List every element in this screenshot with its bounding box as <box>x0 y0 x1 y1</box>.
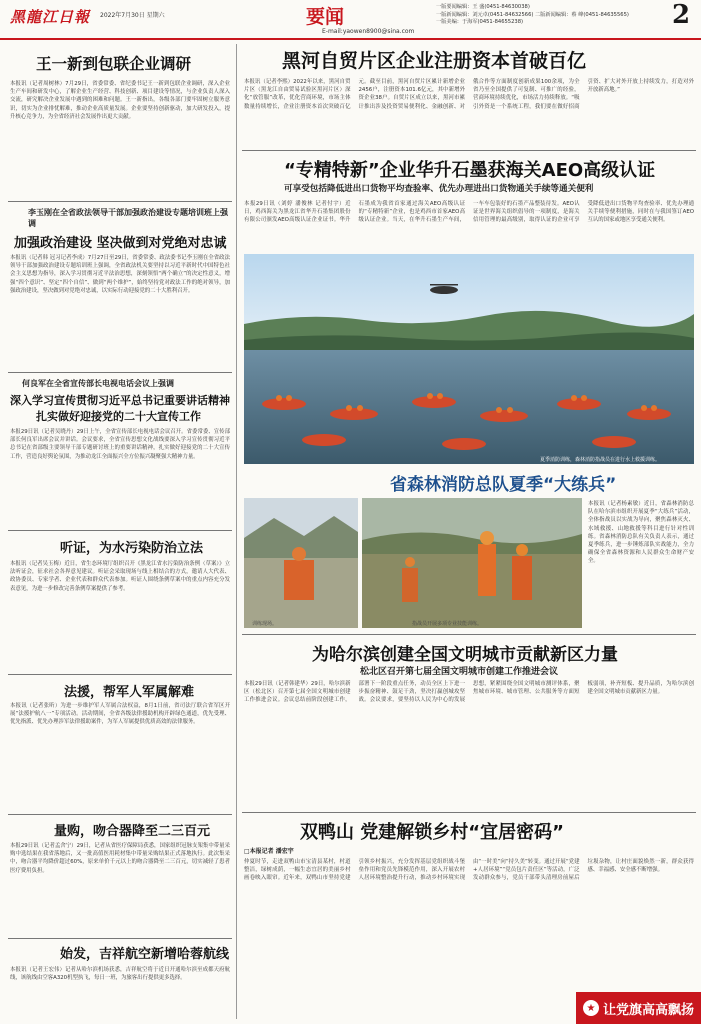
photo-firefighters <box>362 498 582 628</box>
headline-c1: 省森林消防总队夏季“大练兵” <box>390 475 617 495</box>
divider <box>8 938 232 939</box>
article-c1-body: 本报讯（记者杨素敏）近日，省森林消防总队在哈尔滨市组织开展夏季“大练兵”活动，全体指战员以实战为导向，聚焦森林灭火、水域救援、山地救援等科目进行针对性训练。省森林消防总队有关负责人表示，通过夏季练兵，进一步锤炼部队实战能力，全力确保全省森林资源和人民群众生命财产安全。 <box>588 501 694 565</box>
kicker-a3: 何良军在全省宣传部长电视电话会议上强调 <box>22 379 174 388</box>
page-number: 2 <box>672 0 691 30</box>
headline-a7: 始发，吉祥航空新增哈蓉航线 <box>60 947 230 962</box>
divider <box>242 634 696 635</box>
photo-training-scene <box>244 498 358 628</box>
article-a2-body: 本报讯（记者韩 冠习记者李成）7月27日至29日，省委常委、政法委书记李玉刚在全省政法领导干部加强政治建设专题培训班上强调，全省政法机关要坚持以习近平新时代中国特色社会主义思想为指导，深入学习贯彻习近平法治思想，深刻领悟“两个确立”的决定性意义，增强“四个意识”、坚定“四个自信”、做到“两个维护”，始终坚持党对政法工作的绝对领导，加强政治建设，坚决做到对党绝对忠诚，以实际行动迎接党的二十大胜利召开。 <box>10 255 230 294</box>
photo-caption: 训练现场。 <box>252 621 278 627</box>
contact-line: 一版要闻编辑：王 盛(0451-84630038) <box>436 4 530 10</box>
headline-a6: 量购，吻合器降至二三百元 <box>54 824 211 839</box>
divider <box>8 372 232 373</box>
column-divider <box>236 44 237 1019</box>
article-b1-body: 本报讯（记者李熙）2022年以来，黑河自贸片区（黑龙江自由贸易试验区黑河片区）深化“放管服”改革，优化营商环境，市场主体数量持续增长，企业注册资本首次突破百亿元。截至目前，黑河自贸片区累计新增企业2456户，注册资本101.6亿元，其中新增外资企业38户。自贸片区成立以来，黑河市累计推出涉及投资贸易便利化、金融创新、对俄合作等方面制度创新成果100余项，为全省乃至全国提供了可复制、可推广的经验，营商环境持续优化，市场活力持续释放。“吸引外资是一个系统工程，我们要在做好招商引资、扩大对外开放上持续发力，打造对外开放新高地。” <box>244 79 694 110</box>
headline-d1: 为哈尔滨创建全国文明城市贡献新区力量 <box>312 645 618 665</box>
newspaper-logo: 黑龍江日報 <box>10 8 91 26</box>
article-d1-body: 本报29日讯（记者韩建华）29日，哈尔滨新区（松北区）召开第七届全国文明城市创建工作推进会议。会议总结前阶段创建工作，部署下一阶段重点任务，动员全区上下进一步振奋精神、鼓足干劲，坚决打赢创城攻坚战。会议要求，要坚持以人民为中心的发展思想，紧紧围绕全国文明城市测评体系，聚焦城市环境、城市管理、公共服务等方面短板弱项，补齐短板、提升品质，为哈尔滨创建全国文明城市贡献新区力量。 <box>244 681 694 704</box>
divider <box>242 812 696 813</box>
photo-lake-training <box>244 254 694 464</box>
article-a7-body: 本报讯（记者王宏伟）记者从哈尔滨机场获悉，吉祥航空将于近日开通哈尔滨至成都天府航线，该航线由空客A320机型执飞，每日一班，为旅客出行提供更多选择。 <box>10 967 230 982</box>
divider <box>8 201 232 202</box>
article-b2-body: 本报29日讯（刘婷 潘俊林 记者付宇）近日，鸡西海关为黑龙江省华升石墨集团股份有限公司颁发AEO高级认证企业证书。华升石墨成为我省首家通过海关AEO高级认证的“专精特新”企业，也是鸡西市首家AEO高级认证企业。当天，在华升石墨生产车间，一车车包装好的石墨产品整装待发。AEO认证是世界海关组织倡导的一项制度，是海关信用管理的最高级别，取得认证的企业可享受降低进出口货物平均查验率、优先办理通关手续等便利措施，同时在与我国签订AEO互认的国家或地区享受通关便利。 <box>244 201 694 224</box>
byline-d2: □本报记者 潘宏宇 <box>244 848 294 855</box>
subhead-d1: 松北区召开第七届全国文明城市创建工作推进会议 <box>360 667 559 677</box>
divider <box>8 530 232 531</box>
divider <box>242 150 696 151</box>
masthead-rule <box>0 38 701 40</box>
contact-line: 一版新闻编辑：刘元卓(0451-84632566) 二版新闻编辑：蔡 峰(0451-84635565) <box>436 11 629 18</box>
article-d2-body: 仲夏时节，走进双鸭山市宝清县某村，村道整洁，绿树成荫，一幅生态宜居的美丽乡村画卷映入眼帘。近年来，双鸭山市坚持党建引领乡村振兴，充分发挥基层党组织战斗堡垒作用和党员先锋模范作用，深入开展农村人居环境整治提升行动，推动乡村环境实现由“一时美”向“持久美”转变。通过开展“党建+人居环境”“党员包片责任区”等活动，广泛发动群众参与，党员干部带头清理房前屋后垃圾杂物，让村庄面貌焕然一新，群众获得感、幸福感、安全感不断增强。 <box>244 859 694 882</box>
article-a5-body: 本报讯（记者张昕）为进一步维护军人军属合法权益，8月1日前，省司法厅联合省军区开展“法援护航八一”专项活动。活动期间，全省各级法律援助机构开辟绿色通道，优先受理、优先指派、优先办理涉军法律援助案件，为军人军属提供优质高效的法律服务。 <box>10 703 230 726</box>
headline-b2: “专精特新”企业华升石墨获海关AEO高级认证 <box>284 160 656 181</box>
article-a4-body: 本报讯（记者吴玉梅）近日，省生态环境厅组织召开《黑龙江省水污染防治条例（草案）》立法听证会，征求社会各界意见建议。听证会采取现场与线上相结合的方式，邀请人大代表、政协委员、专家学者、企业代表和群众代表参加。听证人围绕条例草案中的重点内容充分发表意见，为进一步修改完善条例草案提供了参考。 <box>10 561 230 592</box>
headline-a3-line2: 扎实做好迎接党的二十大宣传工作 <box>36 410 201 423</box>
headline-d2: 双鸭山 党建解锁乡村“宜居密码” <box>300 822 564 843</box>
headline-a5: 法援，帮军人军属解难 <box>64 685 195 700</box>
photo-caption: 夏季消防训练，森林消防指战员在进行水上救援训练。 <box>540 457 661 463</box>
divider <box>8 674 232 675</box>
article-a6-body: 本报29日讯（记者孟舍宁）29日，记者从省医疗保障局获悉，国家组织冠脉支架集中带量采购中选结果在我省落地后，又一批高值医用耗材集中带量采购结果正式落地执行。此次集采中，吻合器平均降价超过60%，原来单价千元以上的吻合器降至二三百元，切实减轻了患者医疗费用负担。 <box>10 843 230 874</box>
article-a3-body: 本报29日讯（记者吴晓丹）29日上午，全省宣传部长电视电话会议召开。省委常委、宣传部部长何良军出席会议并讲话。会议要求，全省宣传思想文化战线要深入学习宣传贯彻习近平总书记在省部级主要领导干部专题研讨班上的重要讲话精神，扎实做好迎接党的二十大宣传工作，营造良好舆论氛围，为推动龙江全面振兴全方位振兴凝聚强大精神力量。 <box>10 429 230 460</box>
headline-a3-line1: 深入学习宣传贯彻习近平总书记重要讲话精神 <box>10 394 230 407</box>
section-title: 要闻 <box>306 6 345 28</box>
section-email: E-mail:yaowen8900@sina.com <box>322 28 415 35</box>
issue-date: 2022年7月30日 星期六 <box>100 12 165 19</box>
divider <box>8 814 232 815</box>
photo-caption: 指战员开展多项专业技能训练。 <box>412 621 483 627</box>
headline-b1: 黑河自贸片区企业注册资本首破百亿 <box>282 50 587 72</box>
editor-contacts <box>436 4 676 27</box>
headline-a2: 加强政治建设 坚决做到对党绝对忠诚 <box>14 236 227 251</box>
article-a1-body: 本报讯（记者周树林）7月29日，省委常委、省纪委书记王一新到包联企业调研，深入企业生产车间和研发中心，了解企业生产经营、科技创新、项目建设等情况，与企业负责人深入交流，研究解决企业发展中遇到的困难和问题。王一新指出，各级各部门要牢固树立服务意识，切实为企业排忧解难，推动企业高质量发展。企业要坚持创新驱动，加大研发投入，提升核心竞争力，为全省经济社会发展作出更大贡献。 <box>10 81 230 120</box>
banner-label: 让党旗高高飘扬 <box>602 1002 694 1018</box>
headline-a1: 王一新到包联企业调研 <box>36 55 192 73</box>
headline-a4: 听证，为水污染防治立法 <box>60 541 204 556</box>
party-flag-banner <box>576 992 701 1024</box>
party-emblem-icon: ★ <box>583 1000 599 1016</box>
contact-line: 一版美编：于海军(0451-84655238) <box>436 19 524 25</box>
subhead-b2: 可享受包括降低进出口货物平均查验率、优先办理进出口货物通关手续等通关便利 <box>284 184 594 194</box>
kicker-a2: 李玉刚在全省政法领导干部加强政治建设专题培训班上强调 <box>28 208 228 228</box>
